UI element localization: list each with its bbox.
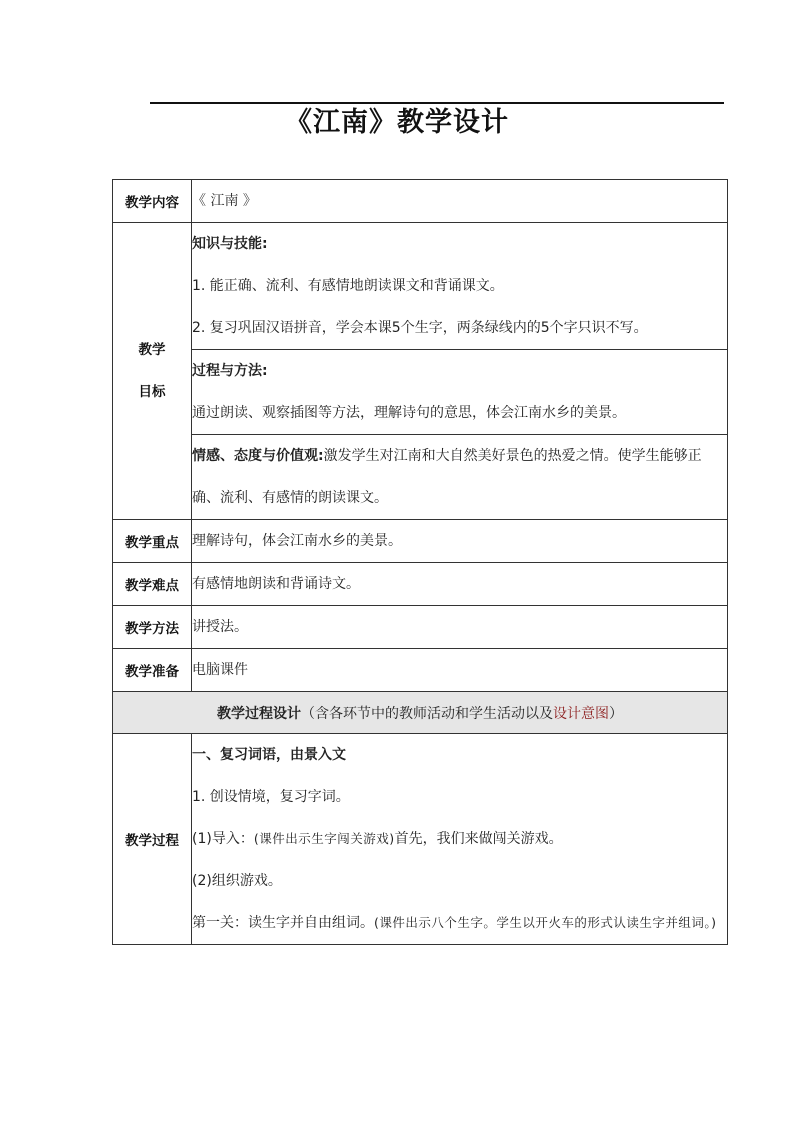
label-goal: 教学 目标	[113, 223, 192, 520]
label-content: 教学内容	[113, 180, 192, 223]
process-content	[192, 734, 728, 945]
row-goal-process	[113, 350, 728, 435]
row-difficulty	[113, 563, 728, 606]
goal-emotion	[192, 435, 728, 520]
process-heading: 过程与方法:	[192, 363, 268, 379]
row-method	[113, 606, 728, 649]
row-content	[113, 180, 728, 223]
value-difficulty: 有感情地朗读和背诵诗文。	[192, 563, 728, 606]
lesson-plan-table	[112, 179, 728, 945]
label-prep: 教学准备	[113, 649, 192, 692]
emotion-text: 激发学生对江南和大自然美好景色的热爱之情。使学生能够正确、流利、有感情的朗读课文。	[192, 448, 702, 506]
row-prep	[113, 649, 728, 692]
process-step-1: 1. 创设情境，复习字词。	[192, 789, 350, 805]
row-process	[113, 734, 728, 945]
row-goal-knowledge	[113, 223, 728, 350]
goal-process	[192, 350, 728, 435]
document-title: 《江南》教学设计	[285, 107, 509, 138]
label-process: 教学过程	[113, 734, 192, 945]
label-key-point: 教学重点	[113, 520, 192, 563]
value-content: 《 江南 》	[192, 180, 728, 223]
row-process-section-heading	[113, 692, 728, 734]
process-item-1: (1)导入：(课件出示生字闯关游戏)首先，我们来做闯关游戏。	[192, 831, 563, 847]
process-item-2: (2)组织游戏。	[192, 873, 282, 889]
label-method: 教学方法	[113, 606, 192, 649]
knowledge-item-1: 1. 能正确、流利、有感情地朗读课文和背诵课文。	[192, 278, 504, 294]
knowledge-item-2: 2. 复习巩固汉语拼音，学会本课5个生字，两条绿线内的5个字只识不写。	[192, 320, 648, 336]
row-goal-emotion	[113, 435, 728, 520]
process-text: 通过朗读、观察插图等方法，理解诗句的意思，体会江南水乡的美景。	[192, 405, 626, 421]
process-section-heading: 教学过程设计（含各环节中的教师活动和学生活动以及设计意图）	[113, 692, 728, 734]
emotion-heading: 情感、态度与价值观:	[192, 448, 324, 464]
process-step-title: 一、复习词语，由景入文	[192, 747, 346, 763]
goal-knowledge	[192, 223, 728, 350]
value-prep: 电脑课件	[192, 649, 728, 692]
value-method: 讲授法。	[192, 606, 728, 649]
process-level-1: 第一关：读生字并自由组词。(课件出示八个生字。学生以开火车的形式认读生字并组词。)	[192, 915, 717, 931]
label-difficulty: 教学难点	[113, 563, 192, 606]
row-key-point	[113, 520, 728, 563]
knowledge-heading: 知识与技能:	[192, 236, 268, 252]
value-key-point: 理解诗句，体会江南水乡的美景。	[192, 520, 728, 563]
